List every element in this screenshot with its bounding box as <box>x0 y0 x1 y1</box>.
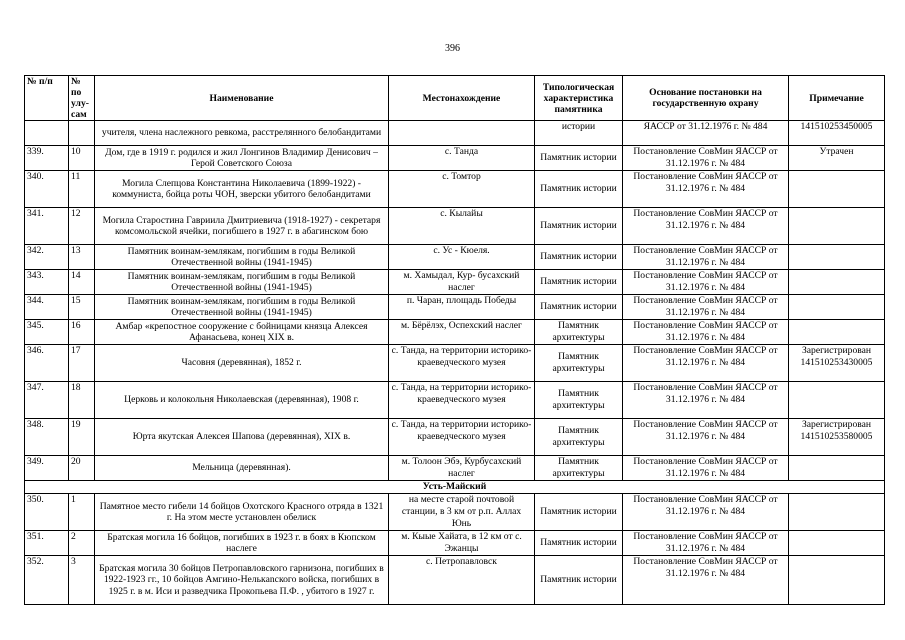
table-body-part1 <box>25 121 885 481</box>
cell-location: п. Чаран, площадь Победы <box>389 295 535 320</box>
cell-type: Памятник истории <box>535 494 623 531</box>
cell-ulus-no: 3 <box>69 556 95 605</box>
cell-name: Памятник воинам-землякам, погибшим в годы Великой Отечественной войны (1941-1945) <box>95 245 389 270</box>
district-heading: Усть-Майский <box>25 481 885 494</box>
table-row <box>25 531 885 556</box>
table-row <box>25 320 885 345</box>
cell-note: Зарегистрирован 141510253580005 <box>789 419 885 456</box>
cell-type: Памятник истории <box>535 295 623 320</box>
cell-location: с. Кылайы <box>389 208 535 245</box>
cell-type: Памятник архитектуры <box>535 345 623 382</box>
cell-ulus-no: 18 <box>69 382 95 419</box>
cell-note <box>789 270 885 295</box>
cell-location: с. Томтор <box>389 171 535 208</box>
cell-location: м. Кыые Хайата, в 12 км от с. Эжанцы <box>389 531 535 556</box>
table-row <box>25 208 885 245</box>
cell-name: Братская могила 16 бойцов, погибших в 1923 г. в боях в Кюпском наслеге <box>95 531 389 556</box>
cell-basis: Постановление СовМин ЯАССР от 31.12.1976 г. № 484 <box>623 494 789 531</box>
cell-type: истории <box>535 121 623 146</box>
cell-no: 352. <box>25 556 69 605</box>
district-section <box>25 481 885 494</box>
cell-type: Памятник истории <box>535 171 623 208</box>
cell-name: Памятник воинам-землякам, погибшим в годы Великой Отечественной войны (1941-1945) <box>95 270 389 295</box>
cell-type: Памятник архитектуры <box>535 320 623 345</box>
cell-no: 344. <box>25 295 69 320</box>
cell-no: 339. <box>25 146 69 171</box>
cell-ulus-no: 10 <box>69 146 95 171</box>
cell-basis: Постановление СовМин ЯАССР от 31.12.1976 г. № 484 <box>623 295 789 320</box>
cell-type: Памятник истории <box>535 208 623 245</box>
cell-basis: Постановление СовМин ЯАССР от 31.12.1976 г. № 484 <box>623 382 789 419</box>
cell-no: 349. <box>25 456 69 481</box>
cell-no: 341. <box>25 208 69 245</box>
table-body-part2 <box>25 494 885 605</box>
column-header-no: № п/п <box>25 76 69 121</box>
cell-ulus-no: 13 <box>69 245 95 270</box>
column-header-note: Примечание <box>789 76 885 121</box>
cell-note: Зарегистрирован 141510253430005 <box>789 345 885 382</box>
cell-type: Памятник истории <box>535 531 623 556</box>
cell-note: Утрачен <box>789 146 885 171</box>
table-header-row <box>25 76 885 121</box>
cell-basis: Постановление СовМин ЯАССР от 31.12.1976 г. № 484 <box>623 531 789 556</box>
cell-ulus-no: 20 <box>69 456 95 481</box>
cell-note <box>789 295 885 320</box>
cell-ulus-no: 14 <box>69 270 95 295</box>
cell-location: с. Петропавловск <box>389 556 535 605</box>
cell-ulus-no: 19 <box>69 419 95 456</box>
cell-basis: Постановление СовМин ЯАССР от 31.12.1976 г. № 484 <box>623 456 789 481</box>
table-row <box>25 270 885 295</box>
cell-type: Памятник архитектуры <box>535 382 623 419</box>
cell-ulus-no: 12 <box>69 208 95 245</box>
cell-no: 343. <box>25 270 69 295</box>
cell-basis: Постановление СовМин ЯАССР от 31.12.1976 г. № 484 <box>623 556 789 605</box>
cell-basis: Постановление СовМин ЯАССР от 31.12.1976 г. № 484 <box>623 171 789 208</box>
column-header-basis: Основание постановки на государственную охрану <box>623 76 789 121</box>
cell-note <box>789 320 885 345</box>
cell-ulus-no: 1 <box>69 494 95 531</box>
cell-location: на месте старой почтовой станции, в 3 км от р.п. Аллах Юнь <box>389 494 535 531</box>
cell-note <box>789 171 885 208</box>
cell-note <box>789 245 885 270</box>
cell-type: Памятник истории <box>535 270 623 295</box>
table-row <box>25 456 885 481</box>
cell-name: Памятное место гибели 14 бойцов Охотского Красного отряда в 1321 г. На этом месте установлен обелиск <box>95 494 389 531</box>
district-heading-row <box>25 481 885 494</box>
column-header-ulus-no: № по улу-сам <box>69 76 95 121</box>
cell-type: Памятник истории <box>535 146 623 171</box>
cell-ulus-no: 15 <box>69 295 95 320</box>
cell-name: Часовня (деревянная), 1852 г. <box>95 345 389 382</box>
cell-ulus-no: 2 <box>69 531 95 556</box>
cell-basis: Постановление СовМин ЯАССР от 31.12.1976 г. № 484 <box>623 146 789 171</box>
cell-no: 340. <box>25 171 69 208</box>
cell-basis: Постановление СовМин ЯАССР от 31.12.1976 г. № 484 <box>623 270 789 295</box>
cell-basis: Постановление СовМин ЯАССР от 31.12.1976 г. № 484 <box>623 208 789 245</box>
cell-type: Памятник архитектуры <box>535 419 623 456</box>
cell-no: 350. <box>25 494 69 531</box>
cell-name: Мельница (деревянная). <box>95 456 389 481</box>
page-number: 396 <box>445 43 460 54</box>
cell-ulus-no: 11 <box>69 171 95 208</box>
table-row <box>25 419 885 456</box>
cell-basis: ЯАССР от 31.12.1976 г. № 484 <box>623 121 789 146</box>
cell-location: с. Танда, на территории историко-краеведческого музея <box>389 345 535 382</box>
column-header-location: Местонахождение <box>389 76 535 121</box>
cell-ulus-no <box>69 121 95 146</box>
table-row <box>25 382 885 419</box>
column-header-name: Наименование <box>95 76 389 121</box>
cell-no <box>25 121 69 146</box>
cell-note <box>789 556 885 605</box>
cell-name: Могила Слепцова Константина Николаевича (1899-1922) - коммуниста, бойца роты ЧОН, зверски убитого белобандитами <box>95 171 389 208</box>
table-row <box>25 295 885 320</box>
table-row-continuation <box>25 121 885 146</box>
cell-note <box>789 208 885 245</box>
cell-note <box>789 531 885 556</box>
cell-no: 347. <box>25 382 69 419</box>
cell-location <box>389 121 535 146</box>
cell-no: 345. <box>25 320 69 345</box>
cell-location: м. Бёрёлэх, Оспехский наслег <box>389 320 535 345</box>
cell-no: 351. <box>25 531 69 556</box>
table-row <box>25 146 885 171</box>
cell-name: Церковь и колокольня Николаевская (деревянная), 1908 г. <box>95 382 389 419</box>
cell-name: Памятник воинам-землякам, погибшим в годы Великой Отечественной войны (1941-1945) <box>95 295 389 320</box>
cell-ulus-no: 17 <box>69 345 95 382</box>
cell-no: 342. <box>25 245 69 270</box>
cell-location: с. Танда <box>389 146 535 171</box>
cell-type: Памятник истории <box>535 556 623 605</box>
cell-name: Могила Старостина Гавриила Дмитриевича (1918-1927) - секретаря комсомольской ячейки, погибшего в 1927 г. в абагинском бою <box>95 208 389 245</box>
cell-note <box>789 456 885 481</box>
cell-location: с. Танда, на территории историко-краеведческого музея <box>389 419 535 456</box>
cell-location: с. Танда, на территории историко-краеведческого музея <box>389 382 535 419</box>
cell-basis: Постановление СовМин ЯАССР от 31.12.1976 г. № 484 <box>623 419 789 456</box>
cell-name: Братская могила 30 бойцов Петропавловского гарнизона, погибших в 1922-1923 гг., 10 бойцов Амгино-Нелькanского войска, погибших в 1925 г. в м. Иси и разведчика Прокопьева П.Ф. , убитого в 1927 г. <box>95 556 389 605</box>
cell-location: м. Толоон Эбэ, Курбусахский наслег <box>389 456 535 481</box>
cell-type: Памятник архитектуры <box>535 456 623 481</box>
cell-name: Дом, где в 1919 г. родился и жил Лонгинов Владимир Денисович – Герой Советского Союза <box>95 146 389 171</box>
cell-note <box>789 494 885 531</box>
cell-no: 346. <box>25 345 69 382</box>
table-row <box>25 345 885 382</box>
cell-basis: Постановление СовМин ЯАССР от 31.12.1976 г. № 484 <box>623 320 789 345</box>
table-row <box>25 556 885 605</box>
cell-ulus-no: 16 <box>69 320 95 345</box>
cell-no: 348. <box>25 419 69 456</box>
cell-type: Памятник истории <box>535 245 623 270</box>
table-row <box>25 245 885 270</box>
table-row <box>25 494 885 531</box>
cell-location: с. Ус - Кюеля. <box>389 245 535 270</box>
monuments-table <box>24 75 885 605</box>
cell-basis: Постановление СовМин ЯАССР от 31.12.1976 г. № 484 <box>623 245 789 270</box>
cell-basis: Постановление СовМин ЯАССР от 31.12.1976 г. № 484 <box>623 345 789 382</box>
cell-note: 141510253450005 <box>789 121 885 146</box>
cell-name: учителя, члена наслежного ревкома, расстрелянного белобандитами <box>95 121 389 146</box>
cell-note <box>789 382 885 419</box>
cell-location: м. Хамыдал, Кур- бусахский наслег <box>389 270 535 295</box>
table-row <box>25 171 885 208</box>
column-header-type: Типологическая характеристика памятника <box>535 76 623 121</box>
cell-name: Юрта якутская Алексея Шапова (деревянная), XIX в. <box>95 419 389 456</box>
cell-name: Амбар «крепостное сооружение с бойницами князца Алексея Афанасьева, конец XIX в. <box>95 320 389 345</box>
